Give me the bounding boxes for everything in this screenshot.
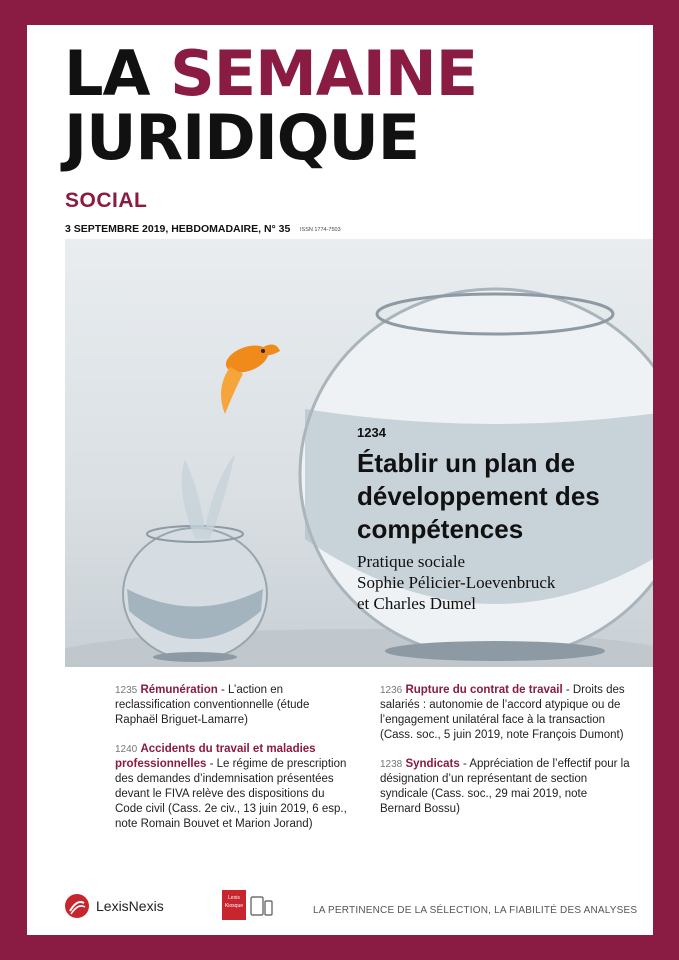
- goldfish-image: [221, 340, 280, 414]
- feature-rubric: Pratique sociale: [357, 552, 466, 571]
- feature-byline: [357, 551, 637, 614]
- issn: ISSN 1774-7503: [300, 227, 341, 233]
- masthead-la: LA: [64, 37, 171, 110]
- masthead-line-1: [64, 37, 478, 110]
- masthead-semaine: SEMAINE: [170, 37, 478, 110]
- article-teaser[interactable]: 1240 Accidents du travail et maladies professionnelles - Le régime de prescription des demandes d’indemnisation présentées devant le FIVA relève des dispositions du Code civil (Cass. 2e civ., 13 juin 2019, 6 esp., note Romain Bouvet et Marion Jorand): [115, 743, 347, 830]
- feature-author-2: et Charles Dumel: [357, 594, 476, 613]
- devices-icon: [250, 894, 274, 918]
- publisher-name: LexisNexis: [96, 898, 164, 914]
- edition-label: SOCIAL: [65, 189, 148, 212]
- articles-left-column: [115, 683, 355, 846]
- article-teaser[interactable]: 1235 Rémunération - L’action en reclassification conventionnelle (étude Raphaël Briguet-Lamarre): [115, 684, 310, 726]
- article-heading: Accidents du travail et maladies professionnelles: [115, 743, 316, 770]
- tagline: LA PERTINENCE DE LA SÉLECTION, LA FIABILITÉ DES ANALYSES: [313, 905, 638, 916]
- article-text: - Le régime de prescription des demandes d’indemnisation présentées devant le FIVA relève des dispositions du Code civil (Cass. 2e civ., 13 juin 2019, 6 esp., note Romain Bouvet et Marion Jorand): [115, 758, 347, 830]
- articles-right-column: [380, 683, 630, 831]
- feature-title[interactable]: Établir un plan de développement des compétences: [357, 448, 600, 544]
- article-text: - Droits des salariés : autonomie de l’accord atypique ou de l’engagement unilatéral face à la transaction (Cass. soc., 5 juin 2019, note François Dumont): [380, 684, 625, 741]
- article-teaser[interactable]: 1238 Syndicats - Appréciation de l’effectif pour la désignation d’un représentant de section syndicale (Cass. soc., 29 mai 2019, note Bernard Bossu): [380, 758, 630, 815]
- article-heading: Syndicats: [405, 758, 460, 770]
- issue-dateline: 3 SEPTEMBRE 2019, HEBDOMADAIRE, N° 35: [65, 223, 291, 235]
- masthead-line-2: JURIDIQUE: [64, 101, 420, 174]
- magazine-cover: [27, 25, 653, 935]
- article-text: - L’action en reclassification conventionnelle (étude Raphaël Briguet-Lamarre): [115, 684, 310, 726]
- lexisnexis-logo-icon: [64, 893, 90, 919]
- feature-number: 1234: [357, 425, 386, 440]
- cover-image: [65, 239, 653, 667]
- article-teaser[interactable]: 1236 Rupture du contrat de travail - Droits des salariés : autonomie de l’accord atypique ou de l’engagement unilatéral face à la transaction (Cass. soc., 5 juin 2019, note François Dumont): [380, 684, 625, 741]
- article-text: - Appréciation de l’effectif pour la désignation d’un représentant de section syndicale (Cass. soc., 29 mai 2019, note Bernard Bossu): [380, 758, 630, 815]
- small-fishbowl-image: [123, 454, 267, 662]
- article-heading: Rupture du contrat de travail: [405, 684, 563, 696]
- feature-author-1: Sophie Pélicier-Loevenbruck: [357, 573, 556, 592]
- article-heading: Rémunération: [140, 684, 218, 696]
- publisher-logo: [64, 893, 164, 919]
- lexis-kiosque-badge: Lexis Kiosque: [222, 890, 246, 920]
